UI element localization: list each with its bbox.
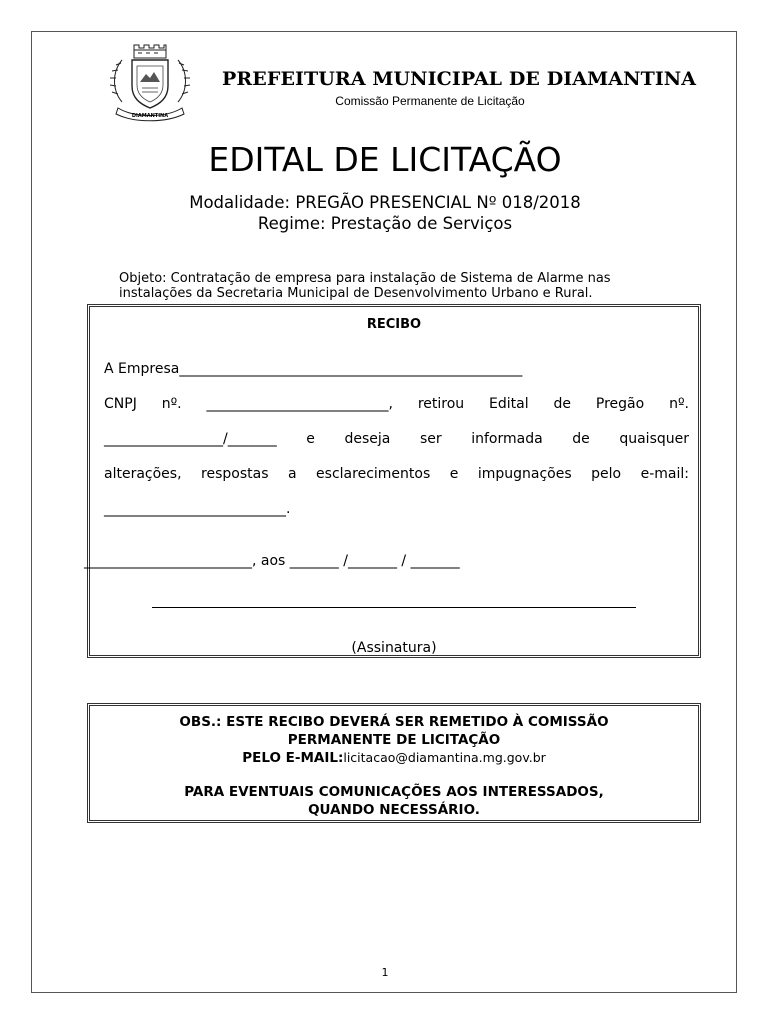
recibo-cnpj-line: CNPJ nº. __________________________, retirou Edital de Pregão nº. <box>104 396 689 412</box>
recibo-box <box>84 304 701 658</box>
obs-line-5: QUANDO NECESSÁRIO. <box>308 802 480 818</box>
seal-banner-text: DIAMANTINA <box>131 113 169 119</box>
obs-email-address: licitacao@diamantina.mg.gov.br <box>343 750 546 765</box>
signature-label: (Assinatura) <box>351 640 437 656</box>
page-title: EDITAL DE LICITAÇÃO <box>208 140 562 179</box>
municipal-seal-icon <box>104 42 196 122</box>
obs-line-4: PARA EVENTUAIS COMUNICAÇÕES AOS INTERESSADOS, <box>184 784 604 800</box>
regime-text: Regime: Prestação de Serviços <box>257 214 513 233</box>
objeto-line-2: instalações da Secretaria Municipal de Desenvolvimento Urbano e Rural. <box>119 286 593 301</box>
recibo-date-line: ________________________, aos _______ /_______ / _______ <box>84 553 460 569</box>
modalidade-text: Modalidade: PREGÃO PRESENCIAL Nº 018/2018 <box>189 193 581 212</box>
page-number: 1 <box>381 966 389 979</box>
obs-box <box>87 703 701 823</box>
recibo-alteracoes-line: alterações, respostas a esclarecimentos e impugnações pelo e-mail: <box>104 466 689 482</box>
obs-email-prefix: PELO E-MAIL: <box>242 750 344 766</box>
obs-line-2: PERMANENTE DE LICITAÇÃO <box>287 732 501 748</box>
recibo-empresa-line: A Empresa_________________________________________________ <box>104 361 523 377</box>
recibo-pregao-line: _________________/_______ e deseja ser informada de quaisquer <box>104 431 689 447</box>
objeto-line-1: Objeto: Contratação de empresa para instalação de Sistema de Alarme nas <box>119 271 611 286</box>
recibo-title: RECIBO <box>366 317 422 332</box>
obs-line-1: OBS.: ESTE RECIBO DEVERÁ SER REMETIDO À COMISSÃO <box>179 714 609 730</box>
org-name: PREFEITURA MUNICIPAL DE DIAMANTINA <box>222 68 697 90</box>
obs-email-line <box>90 750 698 766</box>
recibo-email-line: __________________________. <box>104 501 291 517</box>
signature-line <box>152 607 636 608</box>
modalidade-block <box>0 192 770 234</box>
objeto-block <box>119 271 689 301</box>
org-subtitle: Comissão Permanente de Licitação <box>335 94 525 108</box>
